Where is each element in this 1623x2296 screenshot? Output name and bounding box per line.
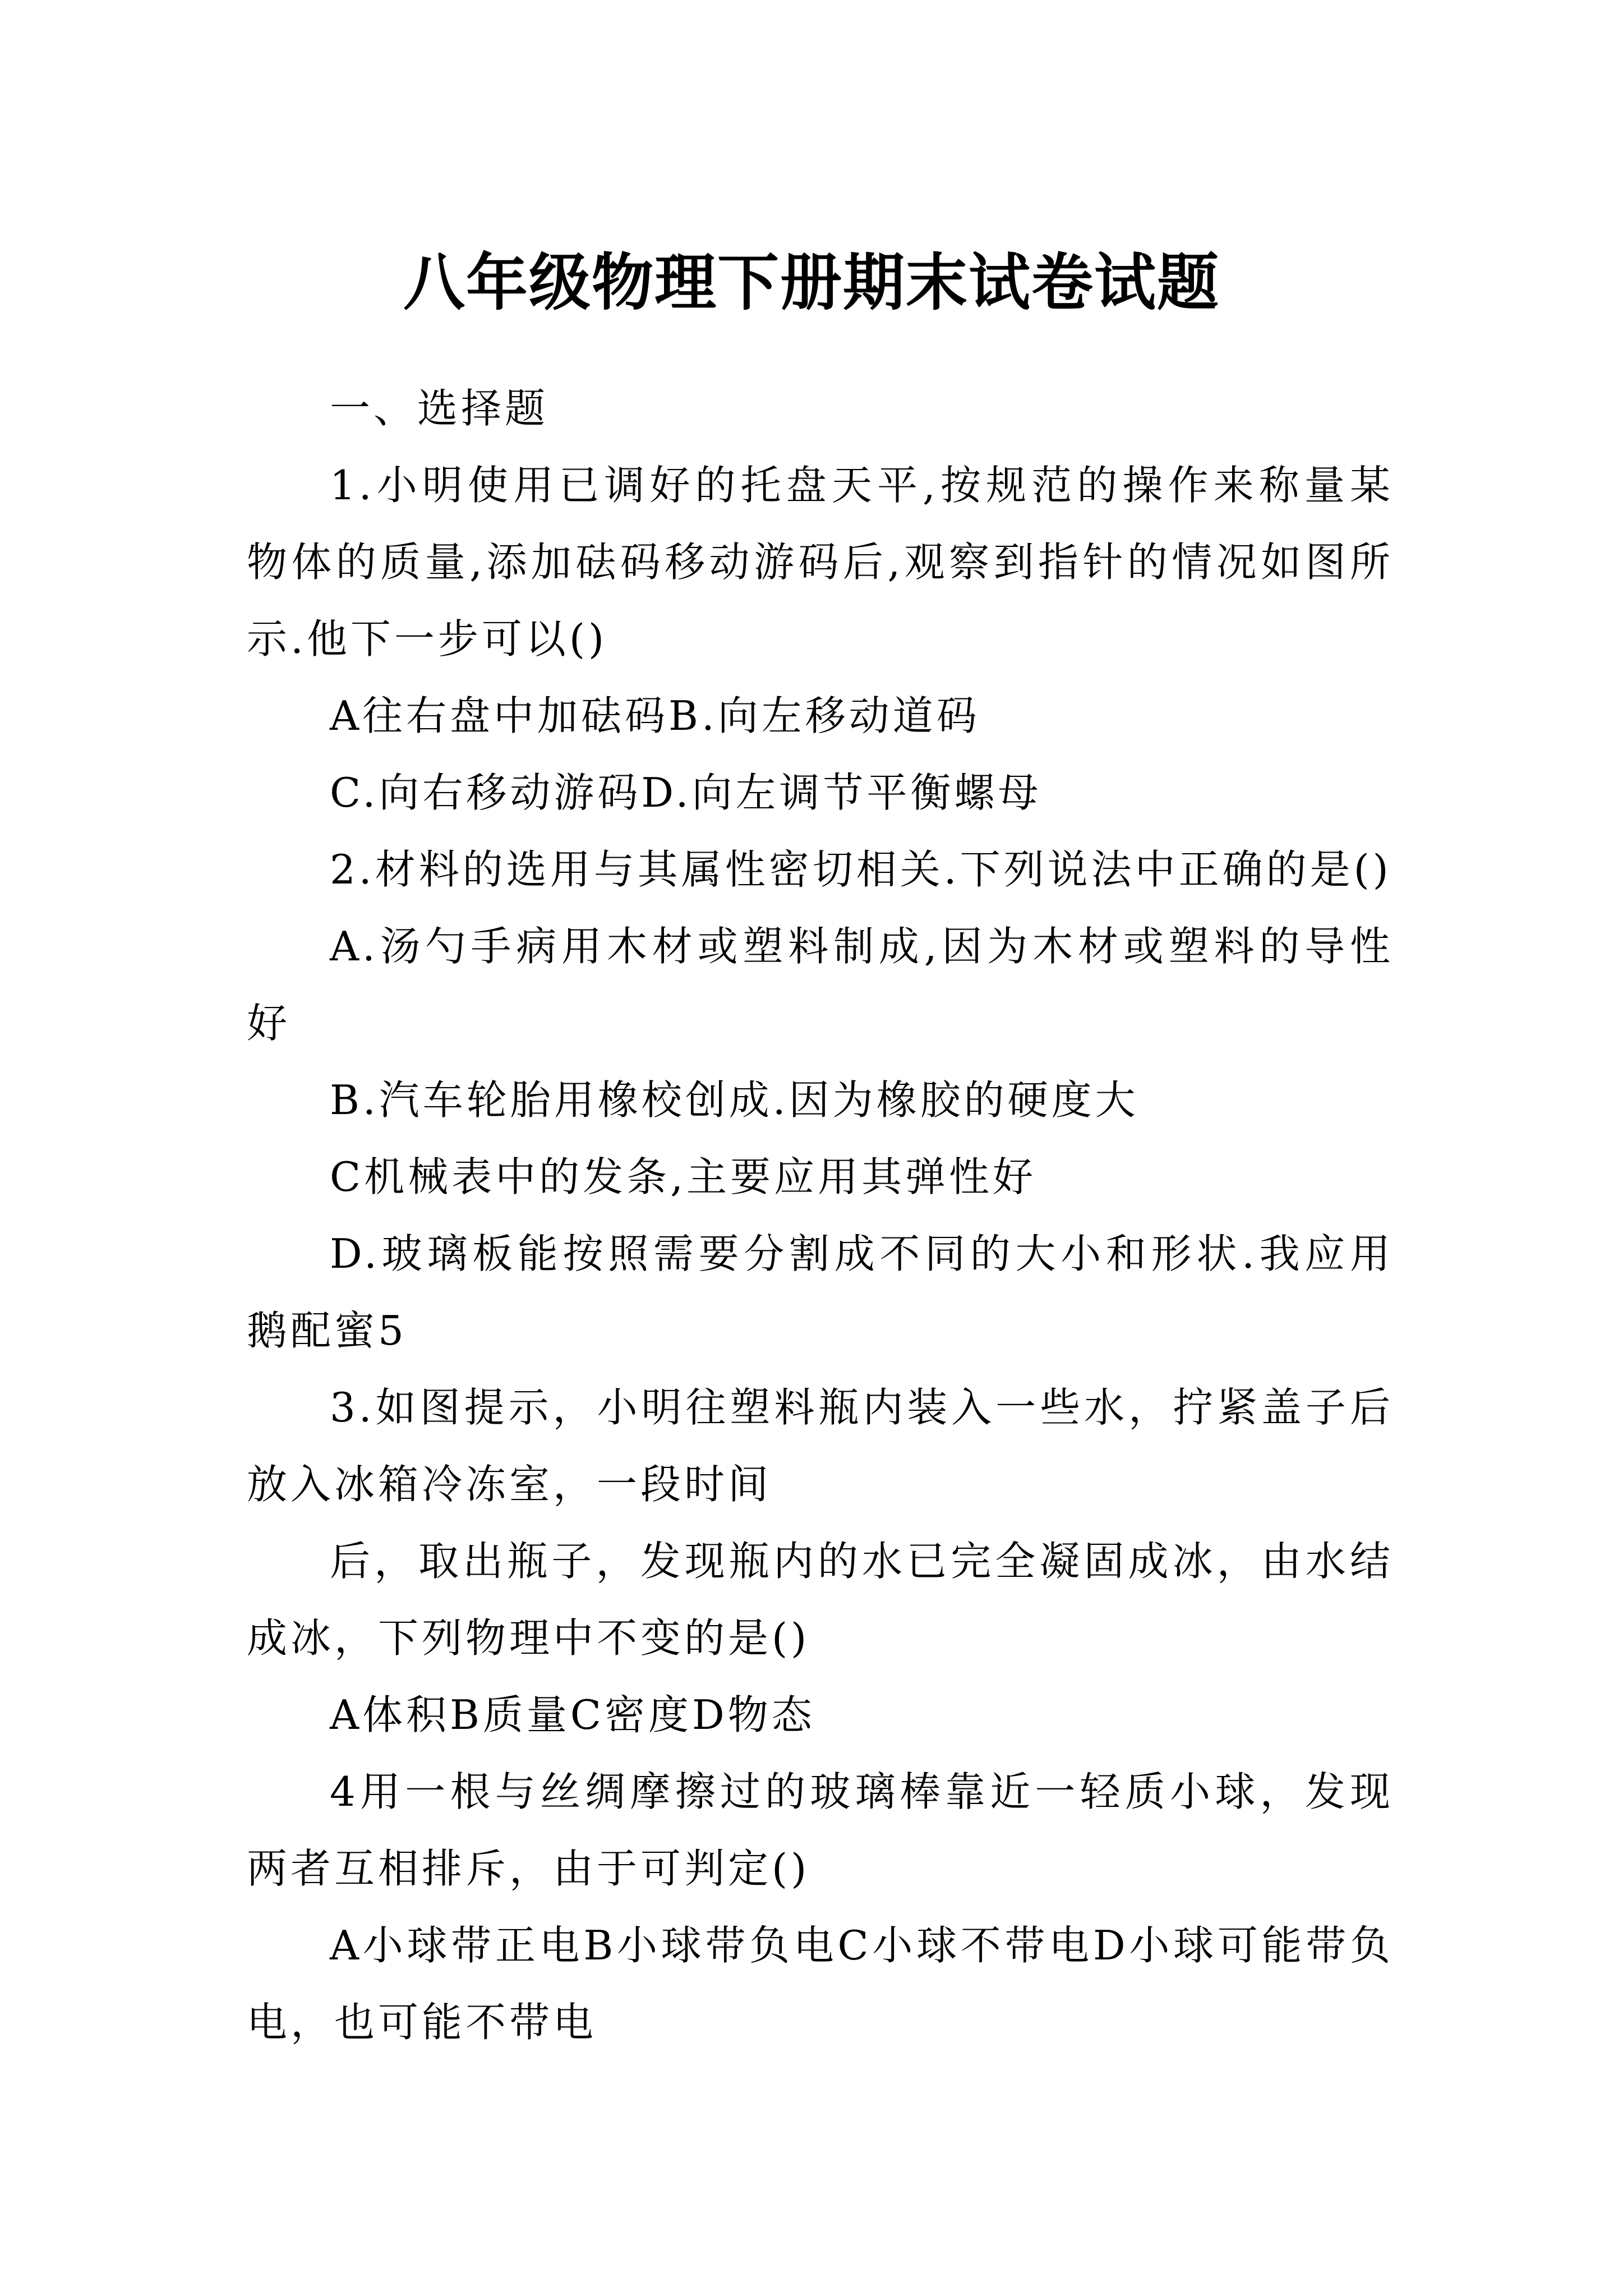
question-3: 3.如图提示，小明往塑料瓶内装入一些水，拧紧盖子后放入冰箱冷冻室，一段时间: [247, 1384, 1394, 1508]
question-2-option-a: A.汤勺手病用木材或塑料制成,因为木材或塑料的导性好: [247, 923, 1394, 1047]
section-heading: 一、选择题: [330, 385, 549, 432]
question-2-option-c: C机械表中的发条,主要应用其弹性好: [330, 1153, 1036, 1200]
question-1-options-ab: A往右盘中加砝码B.向左移动道码: [330, 692, 980, 739]
question-2-option-b: B.汽车轮胎用橡校创成.因为橡胶的硬度大: [330, 1076, 1139, 1124]
question-2: 2.材料的选用与其属性密切相关.下列说法中正确的是(): [330, 846, 1392, 893]
document-title: 八年级物理下册期末试卷试题: [403, 246, 1220, 319]
question-3-continued: 后，取出瓶子，发现瓶内的水已完全凝固成冰，由水结成冰，下列物理中不变的是(): [247, 1538, 1394, 1662]
question-4: 4用一根与丝绸摩擦过的玻璃棒靠近一轻质小球，发现两者互相排斥，由于可判定(): [247, 1768, 1394, 1892]
question-1: 1.小明使用已调好的托盘天平,按规范的操作来称量某物体的质量,添加砝码移动游码后,观察到指针的情况如图所示.他下一步可以(): [247, 462, 1394, 662]
question-2-option-d: D.玻璃板能按照需要分割成不同的大小和形状.我应用鹅配蜜5: [247, 1230, 1394, 1354]
question-3-options: A体积B质量C密度D物态: [330, 1691, 815, 1738]
question-4-options: A小球带正电B小球带负电C小球不带电D小球可能带负电，也可能不带电: [247, 1922, 1394, 2046]
document-body: [247, 370, 1394, 2061]
question-1-options-cd: C.向右移动游码D.向左调节平衡螺母: [330, 769, 1042, 816]
